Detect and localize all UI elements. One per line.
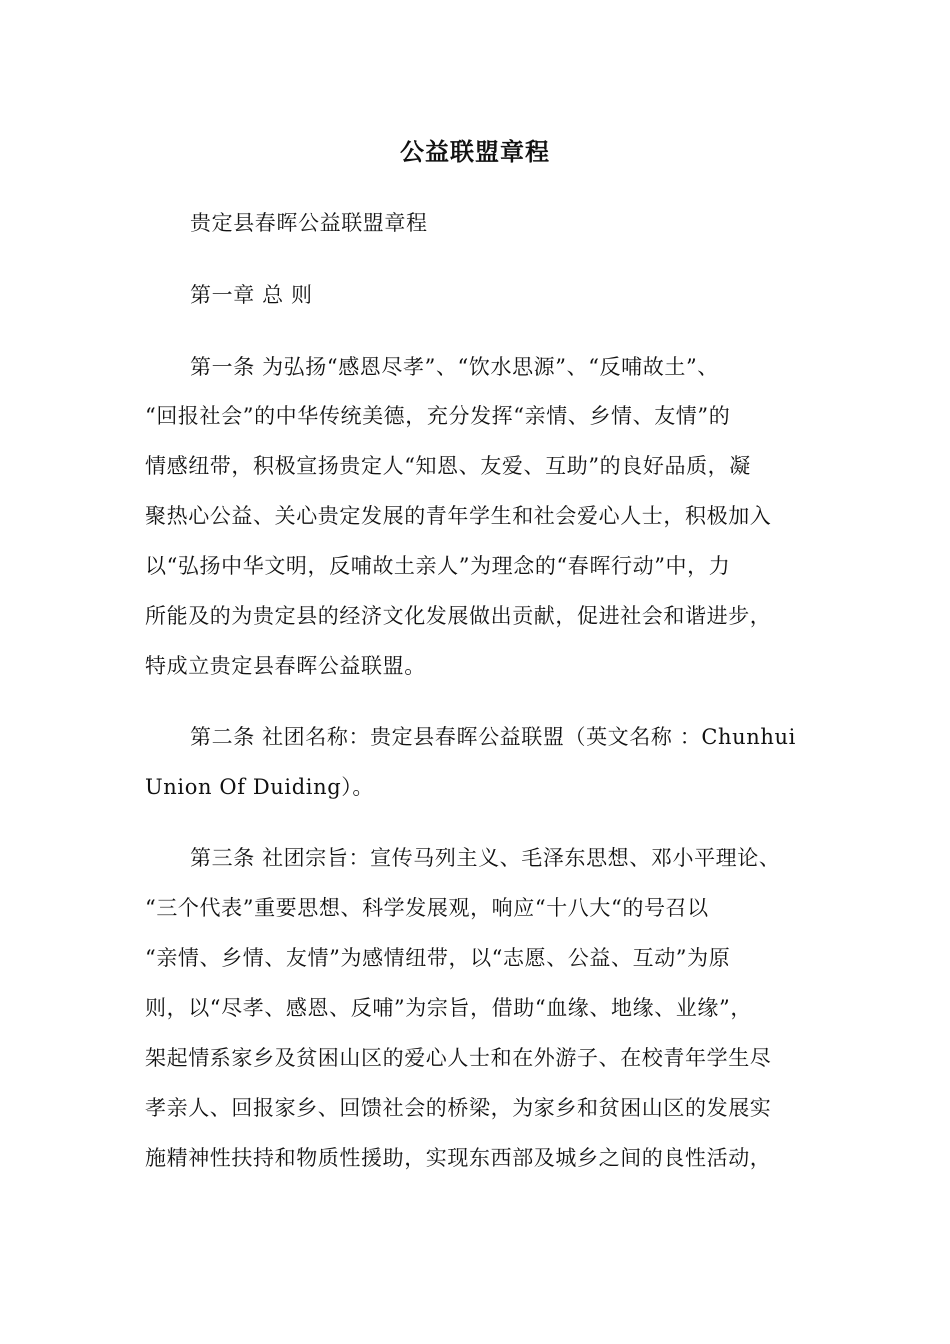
article-2-line: Union Of Duiding）。 [145, 775, 374, 799]
article-1-line: 情感纽带，积极宣扬贵定人“知恩、友爱、互助”的良好品质，凝 [145, 454, 751, 478]
article-3-line: 孝亲人、回报家乡、回馈社会的桥梁，为家乡和贫困山区的发展实 [145, 1096, 772, 1120]
article-3-line: 第三条 社团宗旨：宣传马列主义、毛泽东思想、邓小平理论、 [190, 846, 781, 870]
article-1-line: 以“弘扬中华文明，反哺故土亲人”为理念的“春晖行动”中，力 [145, 554, 731, 578]
document-subtitle: 贵定县春晖公益联盟章程 [190, 211, 428, 235]
document-title: 公益联盟章程 [400, 137, 550, 166]
article-3-line: 则，以“尽孝、感恩、反哺”为宗旨，借助“血缘、地缘、业缘”， [145, 996, 752, 1020]
article-3-line: 施精神性扶持和物质性援助，实现东西部及城乡之间的良性活动， [145, 1146, 772, 1170]
article-1-line: 第一条 为弘扬“感恩尽孝”、“饮水思源”、“反哺故土”、 [190, 355, 719, 379]
article-1-line: 特成立贵定县春晖公益联盟。 [145, 654, 426, 678]
article-3-line: “亲情、乡情、友情”为感情纽带，以“志愿、公益、互动”为原 [145, 946, 731, 970]
article-1-line: 所能及的为贵定县的经济文化发展做出贡献，促进社会和谐进步， [145, 604, 772, 628]
article-1-line: 聚热心公益、关心贵定发展的青年学生和社会爱心人士，积极加入 [145, 504, 772, 528]
article-1-line: “回报社会”的中华传统美德，充分发挥“亲情、乡情、友情”的 [145, 404, 731, 428]
article-3-line: “三个代表”重要思想、科学发展观，响应“十八大“的号召以 [145, 896, 709, 920]
article-3-line: 架起情系家乡及贫困山区的爱心人士和在外游子、在校青年学生尽 [145, 1046, 772, 1070]
chapter-heading: 第一章 总 则 [190, 283, 313, 307]
article-2-line: 第二条 社团名称：贵定县春晖公益联盟（英文名称 ：Chunhui [190, 725, 796, 749]
